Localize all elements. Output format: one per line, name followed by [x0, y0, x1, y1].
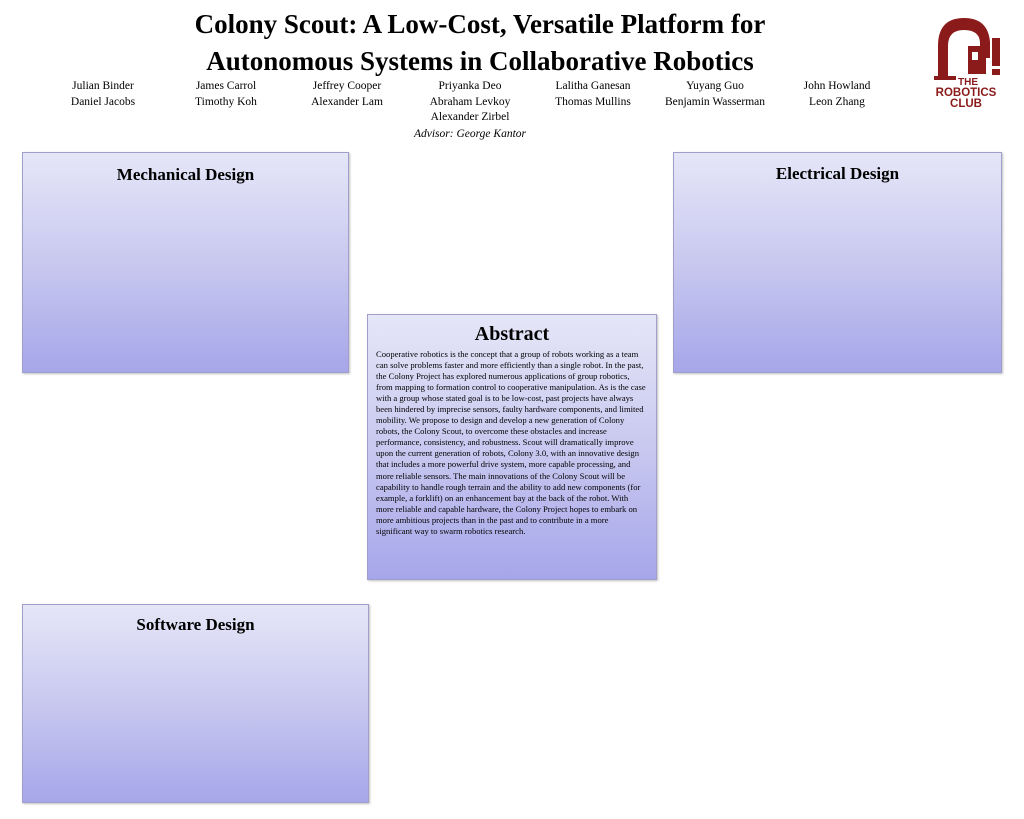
author-name: Jeffrey Cooper — [312, 80, 382, 92]
author-name: Priyanka Deo — [438, 80, 502, 92]
author-name: Daniel Jacobs — [70, 95, 136, 108]
mechanical-design-panel — [22, 152, 349, 373]
mechanical-design-heading: Mechanical Design — [116, 165, 255, 184]
author-name: Alexander Zirbel — [430, 111, 510, 123]
author-name: Timothy Koh — [195, 95, 257, 108]
electrical-design-heading: Electrical Design — [775, 164, 900, 183]
author-name: John Howland — [803, 80, 871, 92]
logo-text-club: CLUB — [950, 98, 982, 110]
robotics-club-logo — [930, 12, 1002, 110]
poster-title-line-1: Colony Scout: A Low-Cost, Versatile Platform for — [194, 9, 766, 39]
author-name: Leon Zhang — [809, 95, 865, 108]
software-design-panel — [22, 604, 369, 803]
author-column-4 — [420, 79, 520, 126]
abstract-panel — [367, 314, 657, 580]
logo-text-the: THE — [958, 77, 978, 88]
logo-robot-window — [972, 52, 978, 60]
logo-exclaim-bar — [992, 38, 1000, 66]
author-name: Yuyang Guo — [686, 80, 744, 92]
author-column-5 — [538, 79, 648, 110]
author-name: Benjamin Wasserman — [664, 95, 766, 108]
poster-title-line-2: Autonomous Systems in Collaborative Robotics — [206, 46, 754, 76]
abstract-heading: Abstract — [474, 323, 550, 345]
author-column-1 — [53, 79, 153, 110]
software-design-heading: Software Design — [136, 615, 255, 634]
author-column-6 — [655, 79, 775, 110]
author-name: Thomas Mullins — [555, 95, 631, 108]
author-name: Lalitha Ganesan — [555, 80, 631, 92]
logo-text-robotics: ROBOTICS — [935, 87, 997, 99]
author-name: Julian Binder — [72, 80, 134, 92]
abstract-body: Cooperative robotics is the concept that a group of robots working as a team can solve problems faster and more efficiently than a single robot. In the past, the Colony Project has explored numerous applications of group robotics, from mapping to formation control to cooperative manipulation. As is the case with a group whose stated goal is to be low-cost, past projects have always been hindered by imprecise sensors, faulty hardware components, and limited mobility. We propose to design and develop a new generation of Colony robots, the Colony Scout, to overcome these obstacles and increase performance, consistency, and robustness. Scout will dramatically improve upon the current generation of robots, Colony 3.0, with an innovative design that includes a more powerful drive system, more capable processing, and more reliable sensors. The main innovations of the Colony Scout will be capability to handle rough terrain and the ability to add new components (for example, a forklift) on an enhancement bay at the back of the robot. With more reliable and capable hardware, the Colony Project hopes to embark on more ambitious projects than in the past and to contribute in a more significant way to swarm robotics research. — [376, 349, 646, 536]
author-name: Abraham Levkoy — [429, 95, 511, 108]
author-column-7 — [787, 79, 887, 110]
author-column-2 — [176, 79, 276, 110]
electrical-design-panel — [673, 152, 1002, 373]
advisor-line: Advisor: George Kantor — [413, 128, 526, 140]
logo-exclaim-dot — [992, 69, 1000, 75]
logo-base — [934, 76, 956, 80]
author-name: James Carrol — [195, 80, 257, 92]
author-name: Alexander Lam — [311, 95, 383, 108]
author-column-3 — [297, 79, 397, 110]
